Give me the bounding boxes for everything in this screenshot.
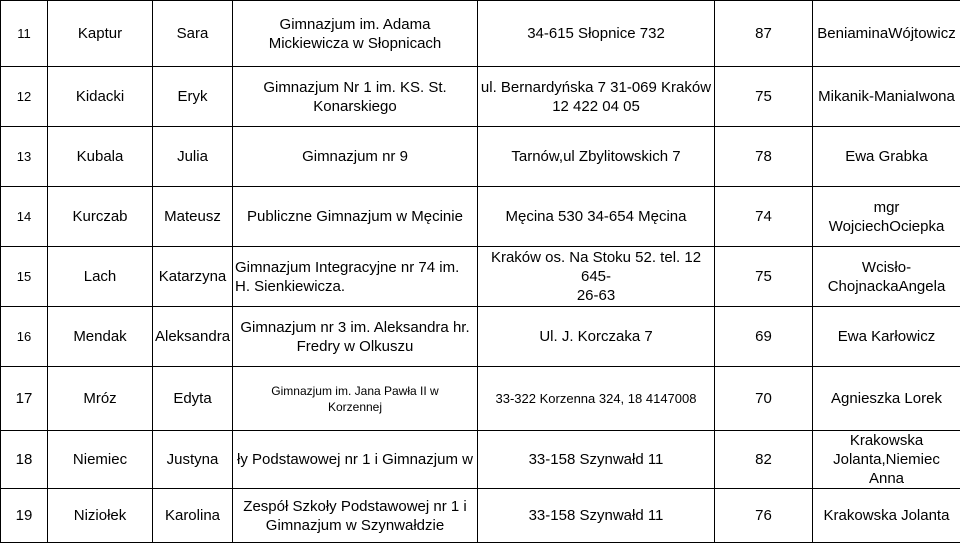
school-line: Fredry w Olkuszu [296,337,414,355]
cell-school [233,127,478,187]
school-line: Gimnazjum Nr 1 im. KS. St. [263,78,447,96]
address-line: ul. Bernardyńska 7 31-069 Kraków [480,78,712,96]
address-line: 33-322 Korzenna 324, 18 4147008 [495,391,697,406]
cell-address [478,489,715,543]
cell-name: Edyta [153,367,233,431]
cell-name: Eryk [153,67,233,127]
cell-nr: 15 [1,247,48,307]
cell-address [478,247,715,307]
teacher-line: Angela [898,277,946,295]
teacher-line: Wójtowicz [888,25,956,42]
teacher-line: Iwona [914,88,955,105]
teacher-line: Ewa Grabka [845,148,928,165]
cell-school [233,1,478,67]
cell-surname: Niziołek [48,489,153,543]
table-row [1,1,960,67]
school-line: Gimnazjum w Szynwałdzie [265,516,445,534]
cell-school [233,489,478,543]
cell-nr: 18 [1,431,48,489]
cell-nr: 14 [1,187,48,247]
address-line: Tarnów,ul Zbylitowskich 7 [511,148,681,165]
cell-school [233,67,478,127]
table-row [1,127,960,187]
school-line: Gimnazjum im. Adama [279,15,431,33]
school-line: ły Podstawowej nr 1 i Gimnazjum w [237,451,473,468]
school-line: Konarskiego [313,97,397,115]
cell-address [478,1,715,67]
cell-address [478,367,715,431]
cell-surname: Kaptur [48,1,153,67]
cell-surname: Niemiec [48,431,153,489]
cell-points: 76 [715,489,813,543]
cell-nr: 19 [1,489,48,543]
address-line: 33-158 Szynwałd 11 [528,507,664,524]
cell-nr: 13 [1,127,48,187]
cell-surname: Kurczab [48,187,153,247]
cell-nr: 11 [1,1,48,67]
table-row [1,431,960,489]
cell-teacher [813,247,960,307]
cell-address [478,431,715,489]
school-line: Gimnazjum Integracyjne nr 74 im. [235,258,460,276]
cell-address [478,187,715,247]
address-line: 34-615 Słopnice 732 [527,25,665,42]
address-line: 33-158 Szynwałd 11 [528,451,664,468]
cell-name: Justyna [153,431,233,489]
table-row [1,67,960,127]
school-line: Publiczne Gimnazjum w Męcinie [247,208,463,225]
cell-points: 70 [715,367,813,431]
cell-school [233,431,478,489]
table-row [1,367,960,431]
teacher-line: Krakowska Jolanta, [833,432,924,468]
cell-nr: 12 [1,67,48,127]
cell-surname: Mróz [48,367,153,431]
cell-school [233,307,478,367]
cell-address [478,127,715,187]
cell-teacher [813,307,960,367]
cell-points: 69 [715,307,813,367]
teacher-line: Krakowska Jolanta [823,507,950,524]
cell-name: Julia [153,127,233,187]
cell-address [478,67,715,127]
teacher-line: Niemiec Anna [868,451,940,487]
cell-points: 82 [715,431,813,489]
address-line: 26-63 [576,287,616,304]
school-line: Gimnazjum nr 3 im. Aleksandra hr. [240,318,470,336]
school-line: Zespół Szkoły Podstawowej nr 1 i [243,497,467,515]
cell-school [233,247,478,307]
cell-points: 75 [715,247,813,307]
table-row [1,247,960,307]
cell-name: Mateusz [153,187,233,247]
teacher-line: Mikanik-Mania [818,88,915,105]
cell-school [233,187,478,247]
school-line: Mickiewicza w Słopnicach [268,34,442,52]
teacher-line: Ociepka [889,217,945,235]
table-body [1,1,960,543]
cell-teacher [813,367,960,431]
teacher-line: Wcisło-Chojnacka [827,258,912,295]
cell-teacher [813,489,960,543]
cell-name: Aleksandra [153,307,233,367]
cell-teacher [813,431,960,489]
cell-address [478,307,715,367]
cell-teacher [813,187,960,247]
cell-teacher [813,127,960,187]
cell-teacher [813,67,960,127]
table-row [1,307,960,367]
cell-name: Katarzyna [153,247,233,307]
cell-surname: Kubala [48,127,153,187]
cell-nr: 16 [1,307,48,367]
school-line: H. Sienkiewicza. [235,277,346,295]
cell-points: 78 [715,127,813,187]
cell-surname: Mendak [48,307,153,367]
cell-school [233,367,478,431]
address-line: Ul. J. Korczaka 7 [539,328,653,345]
teacher-line: mgr Wojciech [828,198,900,235]
teacher-line: Agnieszka Lorek [831,390,942,407]
school-line: Gimnazjum im. Jana Pawła II w [271,383,439,398]
address-line: Męcina 530 34-654 Męcina [505,208,687,225]
cell-surname: Lach [48,247,153,307]
table-row [1,187,960,247]
cell-name: Sara [153,1,233,67]
cell-points: 75 [715,67,813,127]
address-line: 12 422 04 05 [552,97,640,115]
cell-points: 87 [715,1,813,67]
teacher-line: Beniamina [817,25,889,42]
cell-points: 74 [715,187,813,247]
cell-name: Karolina [153,489,233,543]
cell-teacher [813,1,960,67]
school-line: Gimnazjum nr 9 [302,148,408,165]
cell-nr: 17 [1,367,48,431]
school-line: Korzennej [327,399,383,414]
cell-surname: Kidacki [48,67,153,127]
teacher-line: Ewa Karłowicz [837,328,936,345]
table-row [1,489,960,543]
address-line: Kraków os. Na Stoku 52. tel. 12 645- [490,249,702,285]
